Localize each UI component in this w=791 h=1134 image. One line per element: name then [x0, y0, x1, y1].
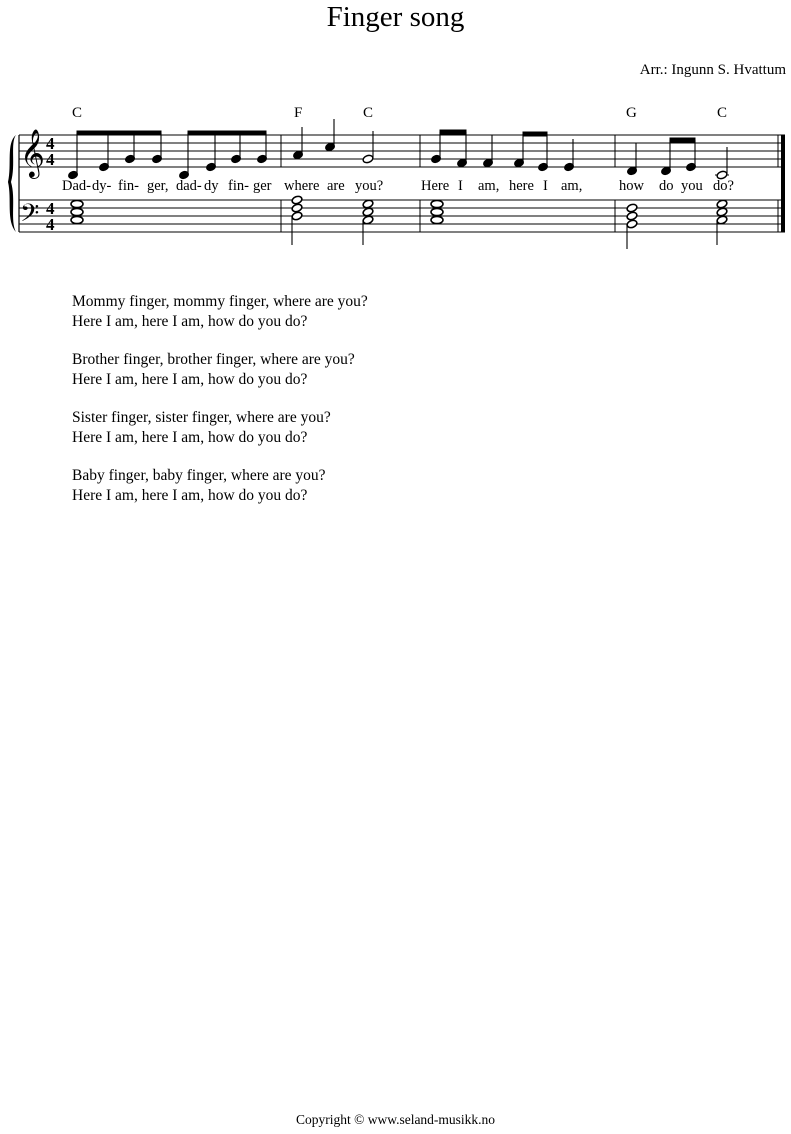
- chord-symbol: C: [717, 105, 728, 121]
- time-signature: [46, 134, 55, 234]
- chord-symbols: [72, 105, 727, 121]
- lyric-syllable: do?: [713, 178, 734, 194]
- verse-line: Brother finger, brother finger, where are you?: [72, 351, 355, 368]
- lyric-syllable: are: [327, 178, 345, 194]
- lyric-syllable: am,: [478, 178, 500, 194]
- lyric-syllable: ger: [253, 178, 272, 194]
- final-barline: [781, 135, 785, 232]
- arranger-credit: Arr.: Ingunn S. Hvattum: [639, 62, 786, 78]
- verse-line: Here I am, here I am, how do you do?: [72, 313, 308, 330]
- chord-symbol: F: [294, 105, 303, 121]
- verse-line: Here I am, here I am, how do you do?: [72, 429, 308, 446]
- copyright-notice: Copyright © www.seland-musikk.no: [295, 1112, 496, 1127]
- verse: [72, 350, 368, 390]
- verse-line: Here I am, here I am, how do you do?: [72, 371, 308, 388]
- chord-symbol: C: [72, 105, 83, 121]
- lyric-syllable: you?: [355, 178, 384, 194]
- lyric-syllable: how: [619, 178, 644, 194]
- verse-line: Baby finger, baby finger, where are you?: [72, 467, 326, 484]
- bass-notes: [71, 195, 728, 249]
- treble-clef-icon: 𝄞: [20, 131, 45, 177]
- lyric-syllable: ger,: [147, 178, 169, 194]
- lyric-syllable: you: [681, 178, 703, 194]
- lyric-syllable: I: [543, 178, 548, 194]
- lyric-syllable: fin-: [228, 178, 249, 194]
- lyric-syllable: dy-: [92, 178, 112, 194]
- chord-symbol: G: [626, 105, 637, 121]
- bass-staff: [19, 200, 785, 232]
- verse-line: Mommy finger, mommy finger, where are you?: [72, 293, 368, 310]
- verse: [72, 292, 368, 332]
- lyric-syllable: Dad-: [62, 178, 91, 194]
- lyric-syllable: am,: [561, 178, 583, 194]
- svg-text:4: 4: [46, 199, 55, 218]
- score-lyrics: [62, 178, 734, 194]
- lyric-syllable: fin-: [118, 178, 139, 194]
- svg-text:4: 4: [46, 134, 55, 153]
- music-score: [0, 95, 791, 255]
- treble-notes: [68, 119, 729, 180]
- lyric-syllable: here: [509, 178, 534, 194]
- bass-clef-icon: 𝄢: [20, 200, 40, 233]
- song-title: Finger song: [326, 1, 465, 33]
- verse: [72, 408, 368, 448]
- svg-text:4: 4: [46, 215, 55, 234]
- verse-lyrics: [72, 292, 368, 524]
- verse-line: Sister finger, sister finger, where are you?: [72, 409, 331, 426]
- lyric-syllable: dy: [204, 178, 219, 194]
- lyric-syllable: where: [284, 178, 320, 194]
- verse: [72, 466, 368, 506]
- chord-symbol: C: [363, 105, 374, 121]
- lyric-syllable: I: [458, 178, 463, 194]
- lyric-syllable: do: [659, 178, 674, 194]
- lyric-syllable: Here: [421, 178, 450, 194]
- system-brace: [8, 135, 16, 232]
- lyric-syllable: dad-: [176, 178, 202, 194]
- svg-text:4: 4: [46, 150, 55, 169]
- verse-line: Here I am, here I am, how do you do?: [72, 487, 308, 504]
